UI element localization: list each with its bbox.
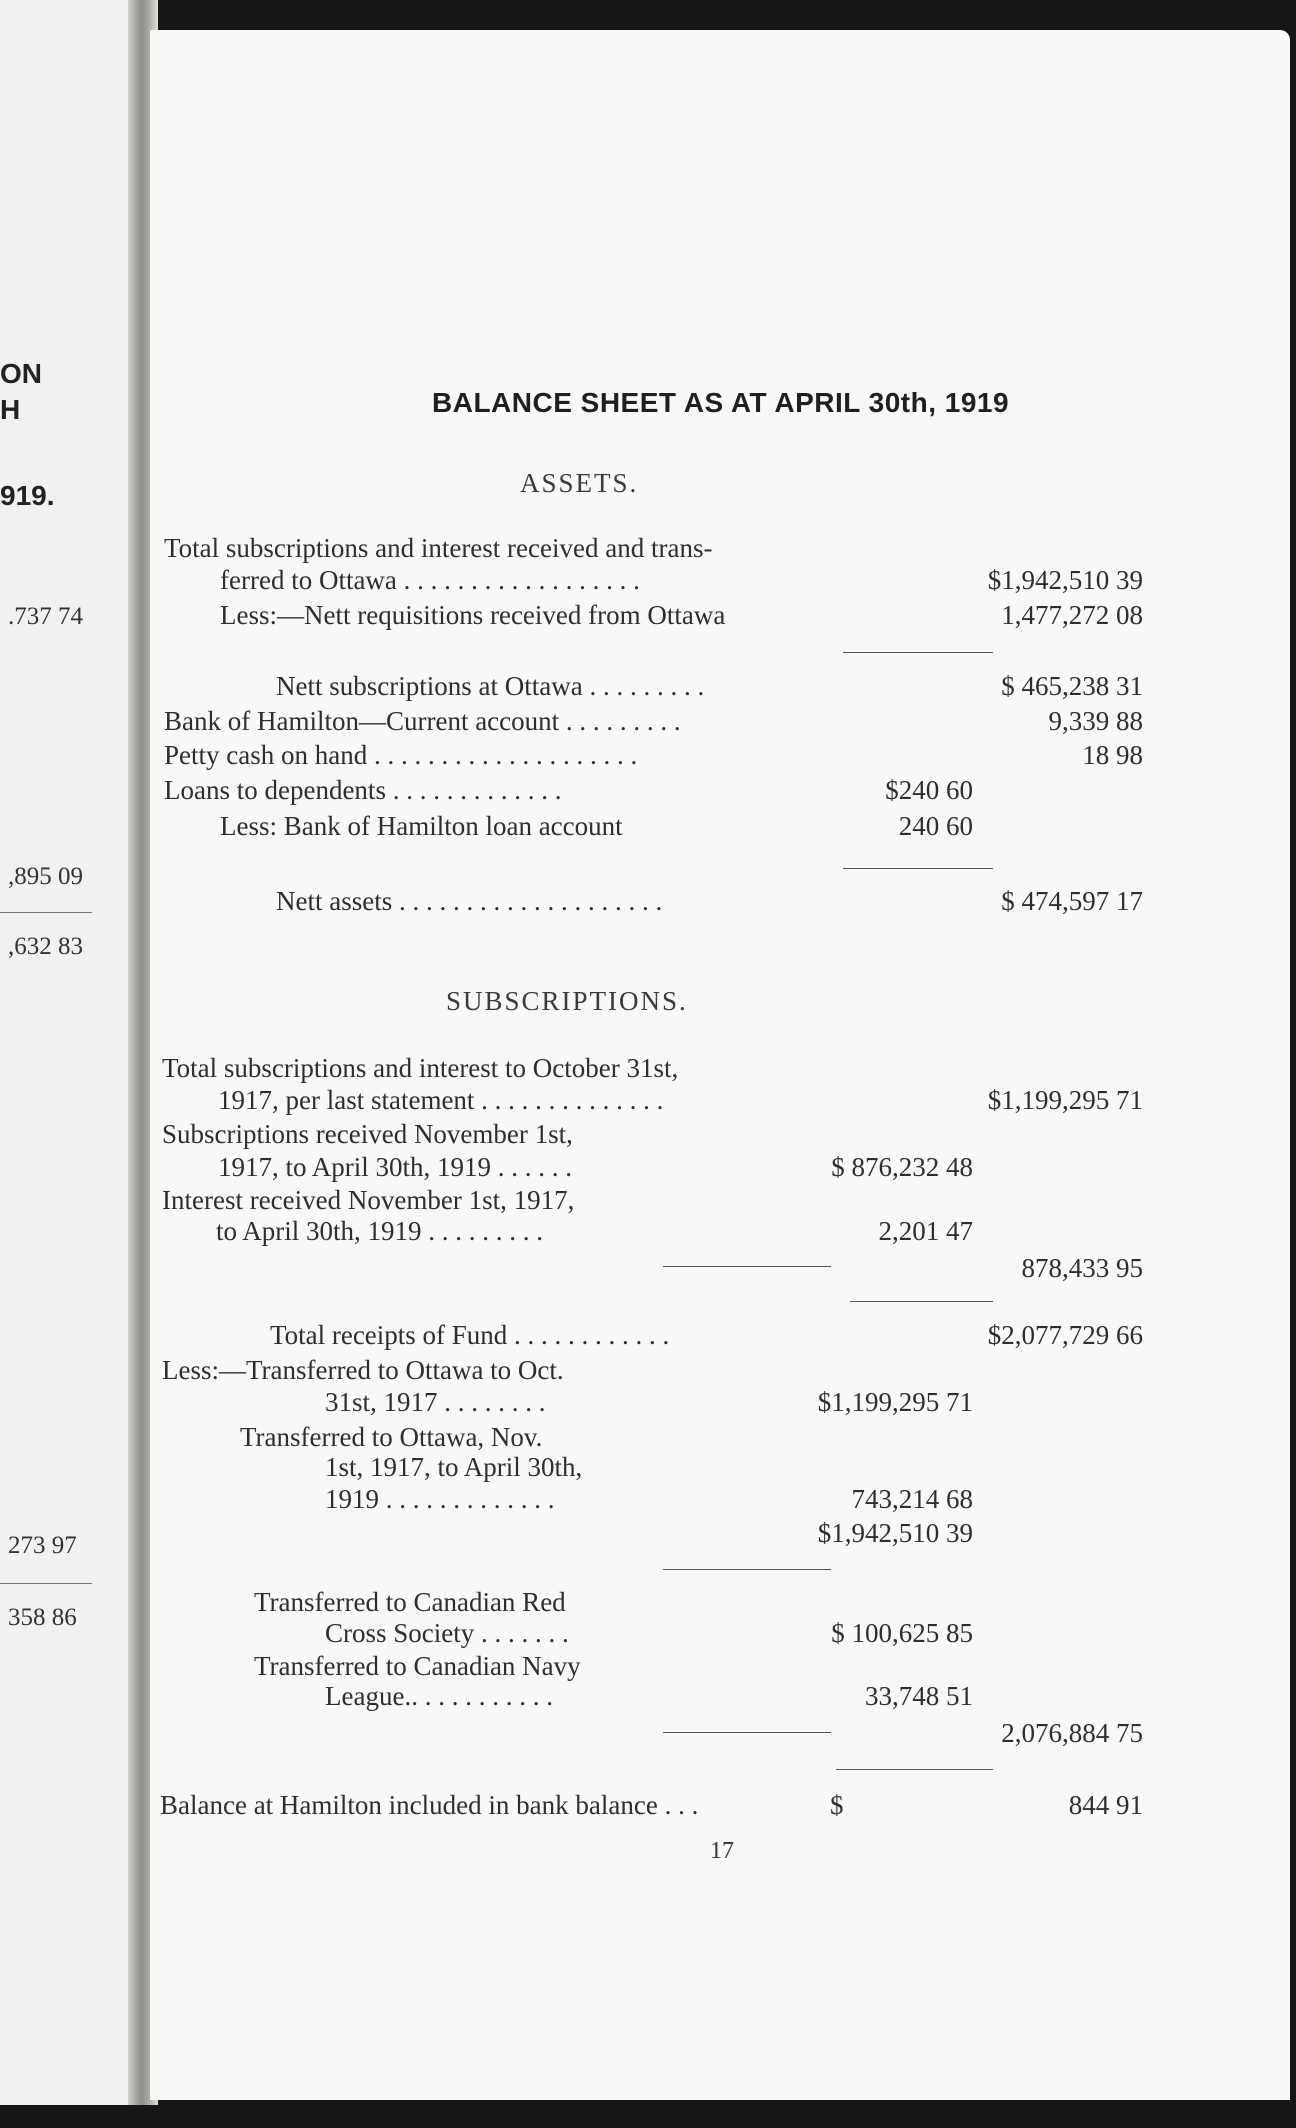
assets-line: Total subscriptions and interest received and trans- [164, 533, 713, 563]
rule [836, 1769, 993, 1770]
subscriptions-line-value: $1,199,295 71 [987, 1085, 1143, 1115]
left-heading-line-2: H [0, 394, 21, 425]
subscriptions-line: Transferred to Ottawa, Nov. [240, 1422, 543, 1452]
nett-ottawa-label: Nett subscriptions at Ottawa . . . . . . . . . [276, 671, 705, 701]
page-title: BALANCE SHEET AS AT APRIL 30th, 1919 [432, 387, 1010, 418]
rule [663, 1732, 831, 1733]
document-page [150, 30, 1290, 2100]
subscriptions-line: Less:—Transferred to Ottawa to Oct. [162, 1355, 564, 1385]
subscriptions-line: 1st, 1917, to April 30th, [325, 1452, 583, 1482]
subscriptions-line: Total subscriptions and interest to October 31st, [162, 1053, 679, 1083]
left-figure: 358 86 [8, 1604, 77, 1631]
loans-value: $240 60 [885, 775, 973, 805]
left-figure: 273 97 [8, 1532, 77, 1559]
rule [843, 652, 993, 653]
loans-label: Loans to dependents . . . . . . . . . . . . . [164, 775, 562, 805]
subscriptions-line: Transferred to Canadian Red [254, 1587, 566, 1617]
subscriptions-line-value: $1,199,295 71 [817, 1387, 973, 1417]
left-figure: ,632 83 [8, 933, 83, 960]
subscriptions-line-label: 31st, 1917 . . . . . . . . [325, 1387, 546, 1417]
left-figure: .737 74 [8, 603, 83, 630]
left-facing-page [0, 0, 140, 2105]
subscriptions-heading: SUBSCRIPTIONS. [446, 986, 688, 1016]
assets-line-label: Less:—Nett requisitions received from Ottawa [220, 600, 726, 630]
assets-line-value: 1,477,272 08 [1001, 600, 1143, 630]
balance-value: 844 91 [1068, 1790, 1143, 1820]
less-bank-label: Less: Bank of Hamilton loan account [220, 811, 623, 841]
bank-label: Bank of Hamilton—Current account . . . . . . . . . [164, 706, 681, 736]
subscriptions-line-label: 1917, to April 30th, 1919 . . . . . . [218, 1152, 573, 1182]
total-receipts-label: Total receipts of Fund . . . . . . . . . . . . [270, 1320, 670, 1350]
balance-dollar: $ [830, 1790, 844, 1820]
assets-line-value: $1,942,510 39 [987, 565, 1143, 595]
subscriptions-line-label: League.. . . . . . . . . . . [325, 1681, 553, 1711]
petty-cash-value: 18 98 [1082, 740, 1143, 770]
left-figure: ,895 09 [8, 863, 83, 890]
balance-label: Balance at Hamilton included in bank balance . . . [160, 1790, 699, 1820]
subscriptions-line: Subscriptions received November 1st, [162, 1119, 573, 1149]
assets-heading: ASSETS. [520, 468, 639, 498]
less-bank-value: 240 60 [898, 811, 973, 841]
rule [663, 1266, 831, 1267]
nett-assets-label: Nett assets . . . . . . . . . . . . . . . . . . . . [276, 886, 663, 916]
rule [663, 1569, 831, 1570]
bank-value: 9,339 88 [1048, 706, 1143, 736]
transfer-total-value: $1,942,510 39 [817, 1518, 973, 1548]
subscriptions-line-label: 1917, per last statement . . . . . . . . . . . . . . [218, 1085, 664, 1115]
subscriptions-line-value: 2,201 47 [878, 1216, 973, 1246]
subscriptions-line-value: 743,214 68 [851, 1484, 973, 1514]
subscriptions-line: Interest received November 1st, 1917, [162, 1185, 575, 1215]
left-rule [0, 1583, 92, 1584]
subscriptions-line-value: $ 876,232 48 [831, 1152, 973, 1182]
nett-ottawa-value: $ 465,238 31 [1001, 671, 1143, 701]
assets-line-label: ferred to Ottawa . . . . . . . . . . . . . . . . . . [220, 565, 640, 595]
subscriptions-line-label: 1919 . . . . . . . . . . . . . [325, 1484, 555, 1514]
rule [850, 1301, 993, 1302]
subscriptions-line-value: 33,748 51 [865, 1681, 973, 1711]
subscriptions-line-label: Cross Society . . . . . . . [325, 1618, 569, 1648]
left-heading-line-1: ON [0, 358, 42, 389]
nett-assets-value: $ 474,597 17 [1001, 886, 1143, 916]
total-receipts-value: $2,077,729 66 [987, 1320, 1143, 1350]
page-number: 17 [710, 1838, 734, 1864]
rule [843, 868, 993, 869]
grand-transfer-value: 2,076,884 75 [1001, 1718, 1143, 1748]
subscriptions-line: Transferred to Canadian Navy [254, 1651, 581, 1681]
left-rule [0, 912, 92, 913]
subscriptions-line-label: to April 30th, 1919 . . . . . . . . . [216, 1216, 544, 1246]
petty-cash-label: Petty cash on hand . . . . . . . . . . . . . . . . . . . . [164, 740, 638, 770]
subscriptions-line-value: $ 100,625 85 [831, 1618, 973, 1648]
subscriptions-subtotal-value: 878,433 95 [1021, 1253, 1143, 1283]
left-year-fragment: 919. [0, 480, 55, 511]
